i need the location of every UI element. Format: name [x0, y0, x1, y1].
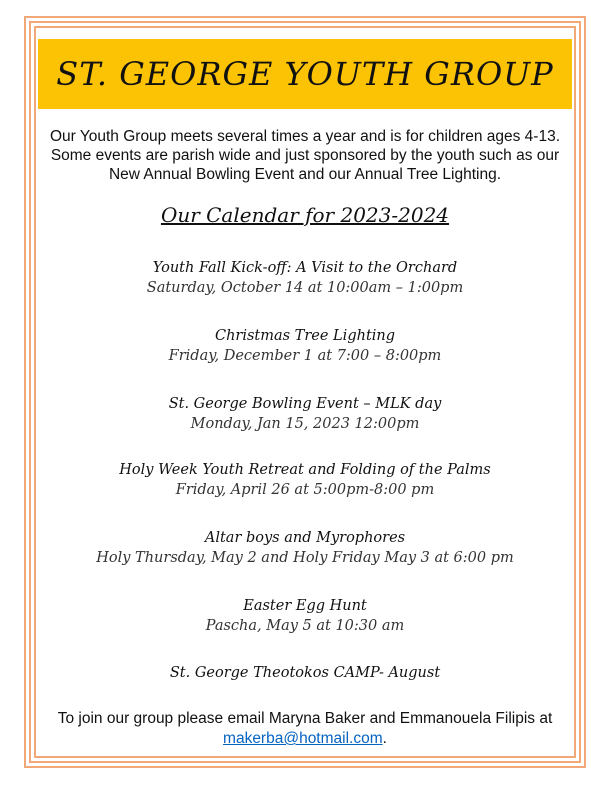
email-link[interactable]: makerba@hotmail.com — [223, 730, 383, 747]
event-name: St. George Bowling Event – MLK day — [168, 396, 442, 412]
event-name: Christmas Tree Lighting — [214, 328, 396, 344]
event-name: Youth Fall Kick-off: A Visit to the Orchard — [152, 260, 458, 276]
intro-paragraph — [38, 127, 572, 184]
event-item — [38, 528, 572, 568]
event-time: Holy Thursday, May 2 and Holy Friday May 3 at 6:00 pm — [96, 550, 514, 566]
event-item — [38, 460, 572, 500]
intro-line: Our Youth Group meets several times a year and is for children ages 4-13. — [49, 128, 561, 145]
event-time: Friday, April 26 at 5:00pm-8:00 pm — [175, 482, 435, 498]
intro-line: Some events are parish wide and just sponsored by the youth such as our — [50, 147, 560, 164]
join-paragraph — [38, 709, 572, 749]
event-item — [38, 663, 572, 683]
event-name: Holy Week Youth Retreat and Folding of the Palms — [119, 462, 491, 478]
event-name: Altar boys and Myrophores — [204, 530, 406, 546]
page-title: ST. GEORGE YOUTH GROUP — [56, 55, 554, 93]
event-item — [38, 596, 572, 636]
join-suffix: . — [382, 730, 387, 747]
event-time: Friday, December 1 at 7:00 – 8:00pm — [168, 348, 442, 364]
event-time: Monday, Jan 15, 2023 12:00pm — [190, 416, 420, 432]
intro-line: New Annual Bowling Event and our Annual Tree Lighting. — [108, 166, 502, 183]
join-text: To join our group please email Maryna Baker and Emmanouela Filipis at — [57, 710, 553, 727]
event-name: Easter Egg Hunt — [243, 598, 367, 614]
event-item — [38, 258, 572, 298]
event-time: Pascha, May 5 at 10:30 am — [205, 618, 405, 634]
title-banner — [38, 39, 572, 109]
event-item — [38, 394, 572, 434]
calendar-title: Our Calendar for 2023-2024 — [160, 203, 450, 227]
event-item — [38, 326, 572, 366]
join-email-line — [38, 729, 572, 749]
event-name: St. George Theotokos CAMP- August — [169, 665, 441, 681]
event-time: Saturday, October 14 at 10:00am – 1:00pm — [146, 280, 464, 296]
